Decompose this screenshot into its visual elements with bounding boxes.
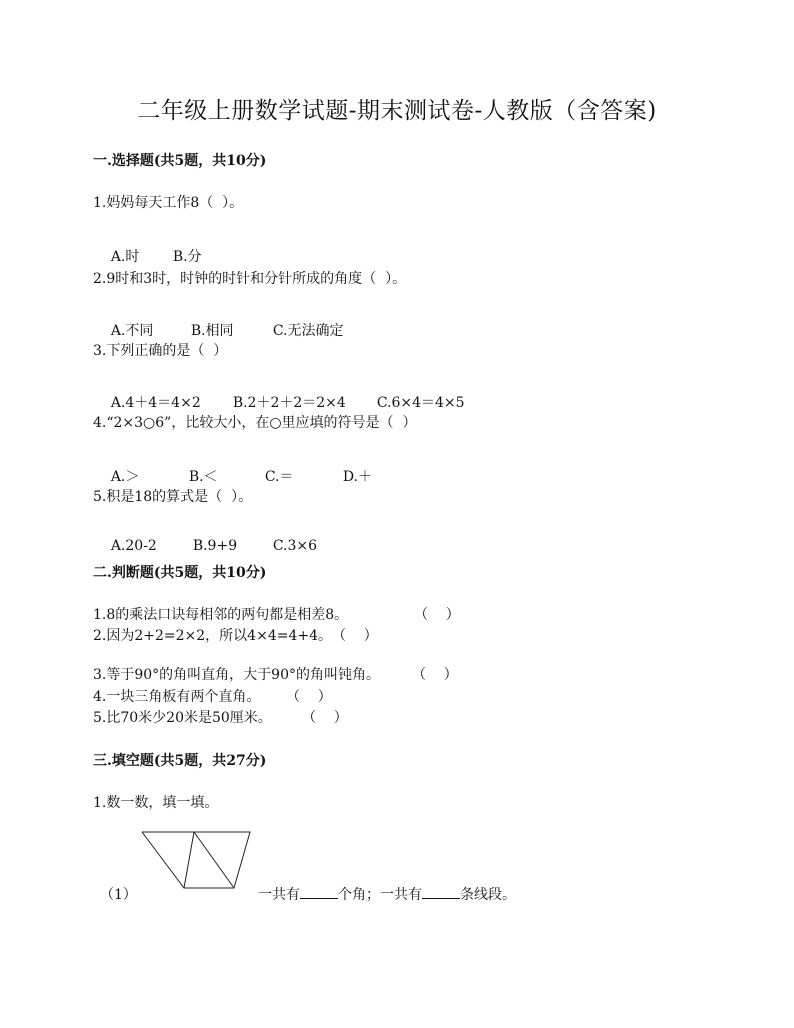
option-a: A.时 [110, 249, 140, 265]
question-1-1: 1.妈妈每天工作8（ ）。 [93, 195, 244, 211]
inner-segment-right [194, 832, 234, 888]
text-part-c: 条线段。 [460, 887, 516, 903]
option-d: D.＋ [342, 469, 372, 485]
trapezoid-outline [142, 832, 250, 888]
question-1-3: 3.下列正确的是（ ） [93, 343, 228, 359]
answer-blank-segments[interactable] [422, 884, 460, 899]
option-a: A.20-2 [110, 538, 157, 554]
option-c: C.6×4＝4×5 [376, 395, 465, 411]
question-2-3: 3.等于90°的角叫直角，大于90°的角叫钝角。 [93, 667, 380, 683]
triangle-figure [140, 830, 260, 892]
option-a: A.＞ [110, 469, 140, 485]
answer-paren-2-2: （ ） [332, 628, 378, 644]
inner-segment-left [184, 832, 194, 888]
page-title: 二年级上册数学试题-期末测试卷-人教版（含答案) [137, 98, 657, 124]
answer-paren-2-3: （ ） [412, 667, 458, 683]
answer-blank-angles[interactable] [300, 884, 338, 899]
question-1-2: 2.9时和3时，时钟的时针和分针所成的角度（ ）。 [93, 271, 407, 287]
question-3-1: 1.数一数，填一填。 [93, 795, 219, 811]
option-b: B.2＋2＋2＝2×4 [232, 395, 346, 411]
option-c: C.无法确定 [272, 323, 344, 339]
section-heading-judge: 二.判断题(共5题，共10分) [93, 565, 267, 581]
question-2-1: 1.8的乘法口诀每相邻的两句都是相差8。 [93, 607, 349, 623]
option-b: B.＜ [188, 469, 218, 485]
sub-question-label: （1） [100, 887, 137, 903]
option-b: B.9+9 [192, 538, 238, 554]
text-part-b: 个角；一共有 [338, 887, 422, 903]
option-b: B.相同 [190, 323, 234, 339]
sub-question-text [258, 884, 516, 904]
option-c: C.3×6 [272, 538, 318, 554]
option-a: A.不同 [110, 323, 154, 339]
question-1-5: 5.积是18的算式是（ ）。 [93, 489, 253, 505]
question-1-4: 4.“2×3○6”，比较大小，在○里应填的符号是（ ） [93, 415, 417, 431]
section-heading-choice: 一.选择题(共5题，共10分) [93, 153, 267, 169]
option-a: A.4＋4＝4×2 [110, 395, 201, 411]
question-2-4: 4.一块三角板有两个直角。 [93, 689, 261, 705]
question-2-5: 5.比70米少20米是50厘米。 [93, 710, 272, 726]
answer-paren-2-1: （ ） [414, 607, 460, 623]
section-heading-fill: 三.填空题(共5题，共27分) [93, 753, 267, 769]
question-2-2: 2.因为2+2=2×2，所以4×4=4+4。 [93, 628, 332, 644]
option-b: B.分 [172, 249, 202, 265]
answer-paren-2-5: （ ） [302, 710, 348, 726]
option-c: C.＝ [264, 469, 294, 485]
answer-paren-2-4: （ ） [286, 689, 332, 705]
text-part-a: 一共有 [258, 887, 300, 903]
